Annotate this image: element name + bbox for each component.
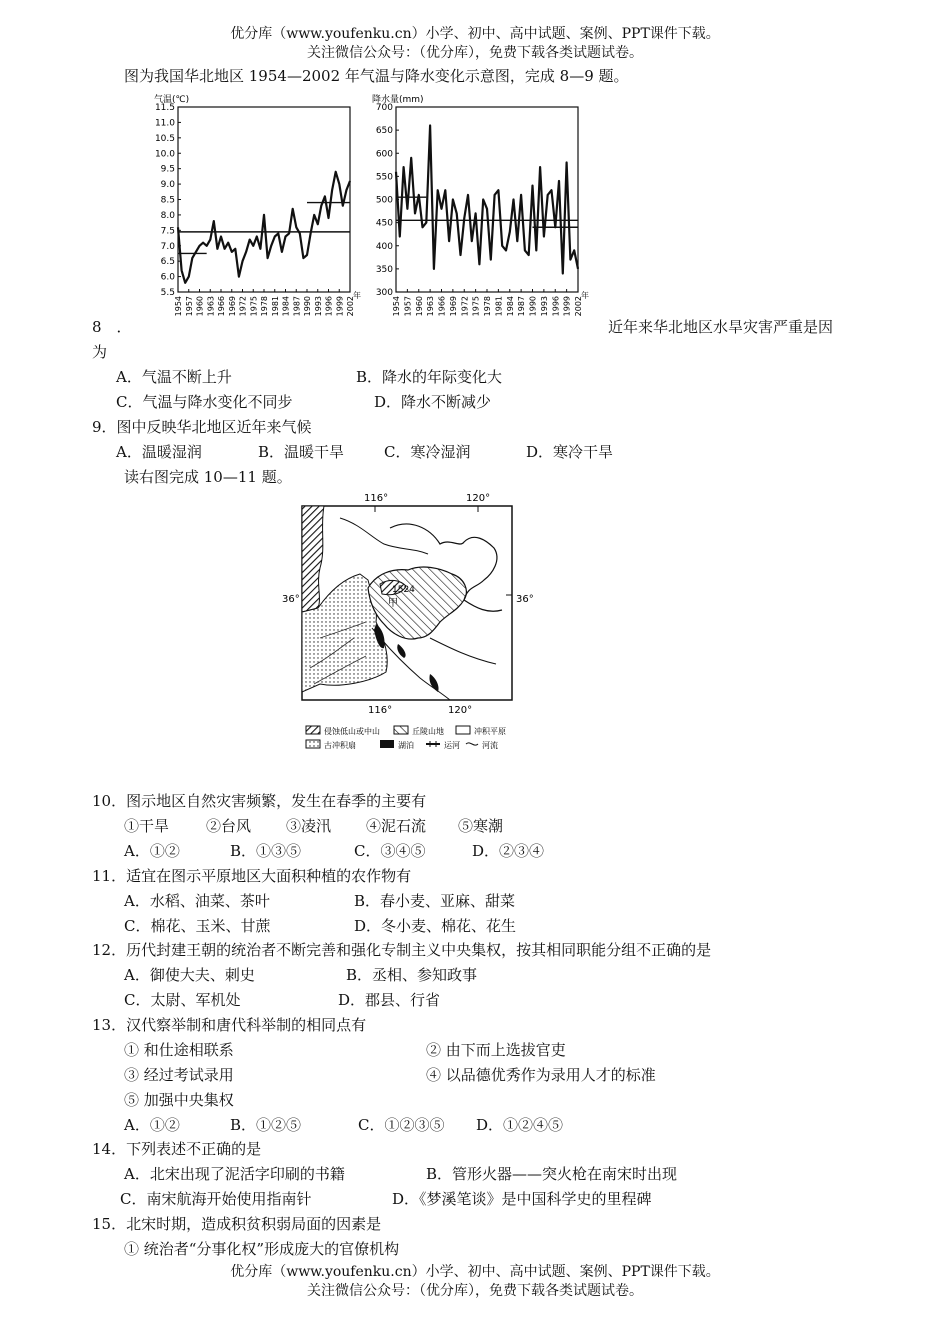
q13-stem: 13．汉代察举制和唐代科举制的相同点有 [92, 1016, 367, 1034]
map-place-label: 甲 [388, 598, 398, 609]
q8-option-b: B．降水的年际变化大 [356, 368, 503, 386]
map-lon-top-120: 120° [466, 493, 491, 504]
q14-stem: 14．下列表述不正确的是 [92, 1140, 262, 1158]
precip-xtick-label: 1978 [483, 296, 492, 317]
q10-item-5: ⑤寒潮 [458, 817, 504, 835]
temp-ytick-label: 8.5 [160, 195, 175, 206]
q10-option-a: A．①② [124, 842, 180, 860]
map-lat-right-36: 36° [516, 594, 534, 605]
q13-item-1: ① 和仕途相联系 [124, 1041, 234, 1059]
legend-hills-swatch [394, 726, 408, 734]
q11-option-b: B．春小麦、亚麻、甜菜 [354, 892, 516, 910]
q8-option-a: A．气温不断上升 [116, 368, 232, 386]
q13-item-5: ⑤ 加强中央集权 [124, 1091, 234, 1109]
legend-hills: 丘陵山地 [412, 727, 444, 736]
temp-xtick-label: 1966 [217, 296, 226, 317]
q13-option-a: A．①② [124, 1116, 180, 1134]
temp-ytick-label: 9.0 [160, 180, 175, 191]
q11-option-d: D．冬小麦、棉花、花生 [354, 917, 517, 935]
temp-xtick-label: 1987 [292, 296, 302, 317]
q12-option-b: B．丞相、参知政事 [346, 966, 478, 984]
precip-ytick-label: 600 [375, 149, 393, 160]
precip-xtick-label: 1993 [539, 296, 549, 317]
legend-lake: 湖泊 [398, 741, 414, 750]
temp-xtick-label: 1954 [174, 296, 183, 317]
header-line-2: 关注微信公众号：（优分库），免费下载各类试题试卷。 [307, 45, 643, 61]
q10-item-1: ①干旱 [124, 817, 170, 835]
temp-ytick-label: 6.0 [160, 272, 175, 283]
precip-xtick-label: 1990 [528, 296, 538, 317]
legend-canal: 运河 [444, 741, 460, 750]
north-china-map [280, 488, 570, 758]
q10-item-2: ②台风 [206, 817, 252, 835]
q8-option-c: C．气温与降水变化不同步 [116, 393, 293, 411]
q15-item-1: ① 统治者“分事化权”形成庞大的官僚机构 [124, 1240, 400, 1258]
q12-option-a: A．御使大夫、刺史 [124, 966, 255, 984]
q13-item-4: ④ 以品德优秀作为录用人才的标准 [426, 1066, 656, 1084]
q12-option-d: D．郡县、行省 [338, 991, 441, 1009]
map-legend [306, 726, 506, 750]
legend-fan: 古冲积扇 [324, 741, 356, 750]
precip-xtick-label: 1972 [460, 296, 470, 317]
temp-xtick-label: 1972 [238, 296, 248, 317]
legend-eroded-mountain-swatch [306, 726, 320, 734]
precip-ytick-label: 550 [375, 172, 393, 183]
temp-ylabel: 气温(℃) [154, 95, 190, 105]
precip-xtick-label: 1996 [551, 296, 561, 317]
precip-ytick-label: 350 [375, 264, 393, 275]
q13-item-3: ③ 经过考试录用 [124, 1066, 234, 1084]
legend-plain: 冲积平原 [474, 727, 506, 736]
precip-xtick-label: 1969 [448, 296, 458, 317]
q13-option-b: B．①②⑤ [230, 1116, 302, 1134]
precip-xtick-label: 2002 [574, 296, 583, 317]
legend-river: 河流 [482, 741, 498, 750]
temp-ytick-label: 11.5 [154, 103, 175, 113]
legend-lake-swatch [380, 740, 394, 748]
map-lon-bottom-116: 116° [368, 705, 393, 716]
precip-xtick-label: 1999 [562, 296, 572, 317]
legend-river-swatch [466, 743, 478, 745]
q9-option-c: C．寒冷湿润 [384, 443, 471, 461]
legend-plain-swatch [456, 726, 470, 734]
temp-ytick-label: 7.0 [160, 241, 175, 252]
temp-xtick-label: 1975 [249, 296, 259, 317]
temp-xtick-label: 1957 [184, 296, 194, 317]
q9-option-a: A．温暖湿润 [116, 443, 202, 461]
precip-xtick-label: 1957 [403, 296, 413, 317]
q13-option-d: D．①②④⑤ [476, 1116, 564, 1134]
temp-xtick-label: 1996 [324, 296, 334, 317]
precip-ylabel: 降水量(mm) [372, 95, 424, 105]
precip-ytick-label: 650 [375, 126, 393, 137]
precip-ytick-label: 500 [375, 195, 393, 206]
temp-ytick-label: 10.5 [154, 133, 175, 144]
q14-option-b: B．管形火器——突火枪在南宋时出现 [426, 1165, 678, 1183]
q10-option-d: D．②③④ [472, 842, 545, 860]
precip-xtick-label: 1963 [426, 296, 436, 317]
q11-stem: 11．适宜在图示平原地区大面积种植的农作物有 [92, 867, 412, 885]
precip-x-unit: 年 [581, 291, 589, 300]
q8-stem-right: 近年来华北地区水旱灾害严重是因 [608, 318, 834, 336]
precip-xtick-label: 1981 [494, 296, 504, 317]
temp-xtick-label: 1960 [195, 296, 205, 317]
intro-8-9: 图为我国华北地区 1954—2002 年气温与降水变化示意图，完成 8—9 题。 [124, 67, 629, 85]
q10-option-b: B．①③⑤ [230, 842, 302, 860]
temperature-chart [150, 90, 365, 320]
temp-ytick-label: 9.5 [160, 164, 175, 175]
q15-stem: 15．北宋时期，造成积贫积弱局面的因素是 [92, 1215, 382, 1233]
legend-eroded-mountain: 侵蚀低山或中山 [324, 727, 380, 736]
q12-option-c: C．太尉、军机处 [124, 991, 241, 1009]
precip-ytick-label: 300 [375, 288, 393, 298]
temp-xtick-label: 1978 [260, 296, 269, 317]
precipitation-chart [368, 90, 608, 320]
q14-option-d: D．《梦溪笔谈》是中国科学史的里程碑 [392, 1190, 652, 1208]
q13-option-c: C．①②③⑤ [358, 1116, 445, 1134]
q13-item-2: ② 由下而上选拔官吏 [426, 1041, 566, 1059]
temp-xtick-label: 1990 [303, 296, 312, 317]
precip-xtick-label: 1954 [392, 296, 401, 317]
footer-line-2: 关注微信公众号：（优分库），免费下载各类试题试卷。 [307, 1283, 643, 1299]
temp-xtick-label: 1981 [270, 296, 280, 317]
temp-xtick-label: 1969 [227, 296, 237, 317]
map-lon-bottom-120: 120° [448, 705, 473, 716]
precip-ytick-label: 400 [375, 241, 393, 252]
temp-ytick-label: 5.5 [160, 288, 175, 298]
q12-stem: 12．历代封建王朝的统治者不断完善和强化专制主义中央集权，按其相同职能分组不正确的是 [92, 941, 712, 959]
temp-ytick-label: 7.5 [160, 226, 175, 237]
q10-item-4: ④泥石流 [366, 817, 427, 835]
q11-option-a: A．水稻、油菜、茶叶 [124, 892, 270, 910]
map-lon-top-116: 116° [364, 493, 389, 504]
q9-option-d: D．寒冷干旱 [526, 443, 614, 461]
precip-xtick-label: 1975 [471, 296, 481, 317]
precip-ytick-label: 450 [375, 218, 393, 229]
intro-10-11: 读右图完成 10—11 题。 [124, 468, 292, 486]
header-line-1: 优分库（www.youfenku.cn）小学、初中、高中试题、案例、PPT课件下载。 [230, 26, 720, 42]
footer-line-1: 优分库（www.youfenku.cn）小学、初中、高中试题、案例、PPT课件下载。 [230, 1264, 720, 1280]
precip-ytick-label: 700 [375, 103, 393, 113]
temp-xtick-label: 1984 [281, 296, 291, 317]
q8-stem-left: 8 ． [92, 318, 132, 336]
q11-option-c: C．棉花、玉米、甘蔗 [124, 917, 271, 935]
precip-xtick-label: 1960 [414, 296, 424, 317]
precip-xtick-label: 1966 [437, 296, 447, 317]
q10-item-3: ③凌汛 [286, 817, 332, 835]
temp-xtick-label: 1963 [206, 296, 216, 317]
precip-plot-frame [396, 107, 578, 292]
precip-xtick-label: 1984 [505, 296, 515, 317]
map-peak-label: 1524 [392, 585, 415, 595]
temp-ytick-label: 6.5 [160, 257, 175, 268]
temp-x-unit: 年 [353, 291, 361, 300]
q8-stem-cont: 为 [92, 343, 108, 361]
temp-ytick-label: 8.0 [160, 210, 175, 221]
q10-option-c: C．③④⑤ [354, 842, 426, 860]
temp-xtick-label: 1999 [335, 296, 345, 317]
q14-option-a: A．北宋出现了泥活字印刷的书籍 [124, 1165, 345, 1183]
temp-xtick-label: 1993 [313, 296, 323, 317]
q9-option-b: B．温暖干旱 [258, 443, 345, 461]
temp-ytick-label: 10.0 [154, 149, 175, 160]
q14-option-c: C．南宋航海开始使用指南针 [120, 1190, 312, 1208]
temp-xtick-label: 2002 [346, 296, 355, 317]
temp-ytick-label: 11.0 [154, 118, 175, 129]
q8-option-d: D．降水不断减少 [374, 393, 492, 411]
q9-stem: 9．图中反映华北地区近年来气候 [92, 418, 312, 436]
legend-fan-swatch [306, 740, 320, 748]
map-lat-left-36: 36° [282, 594, 300, 605]
q10-stem: 10．图示地区自然灾害频繁，发生在春季的主要有 [92, 792, 427, 810]
precip-xtick-label: 1987 [517, 296, 527, 317]
